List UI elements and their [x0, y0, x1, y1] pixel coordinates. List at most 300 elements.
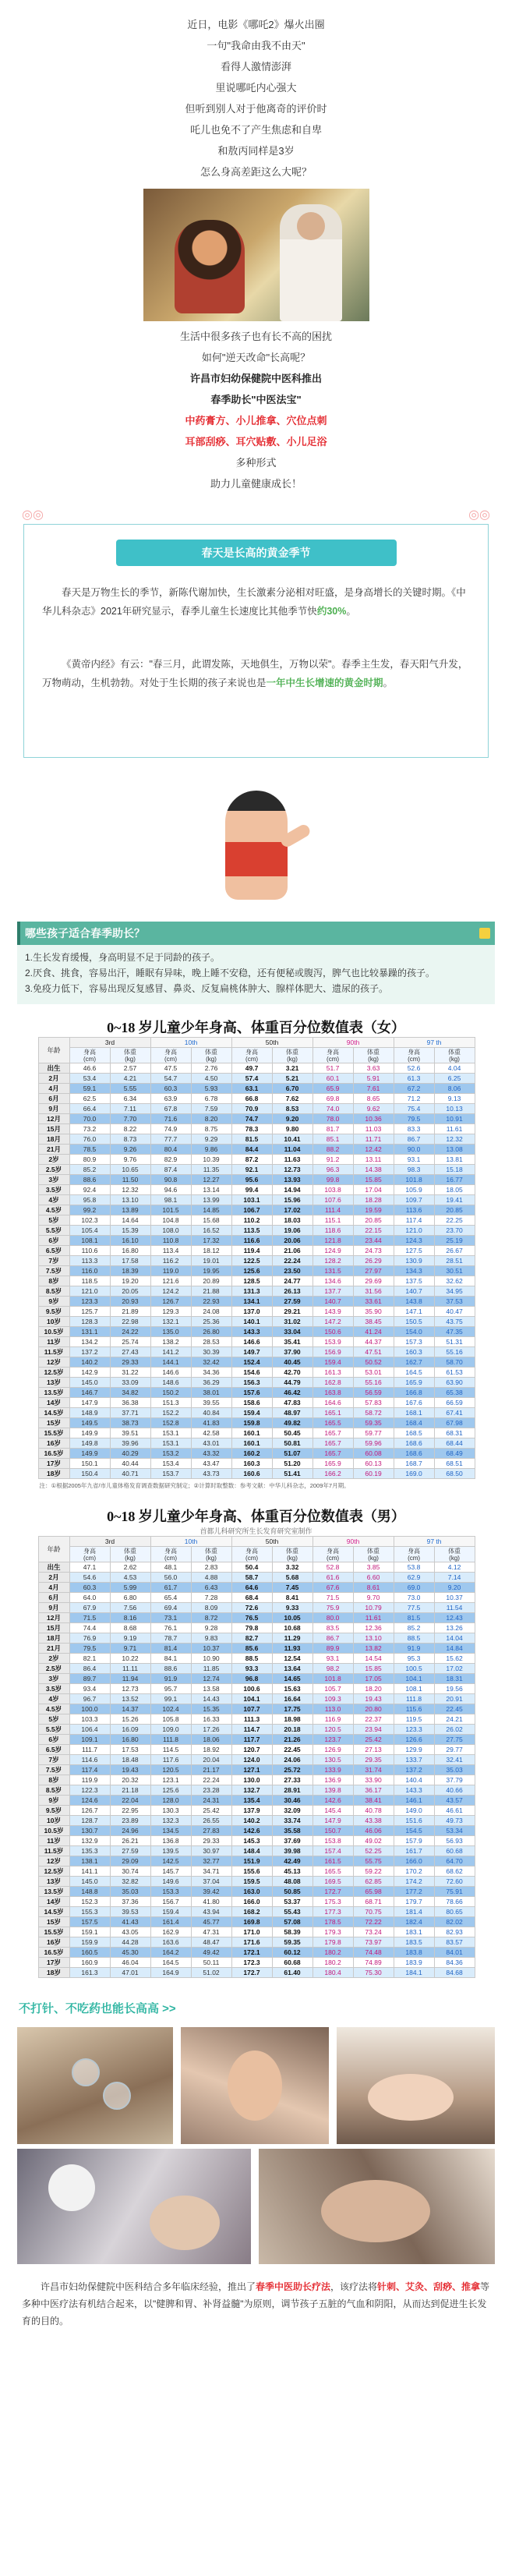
age-cell: 6月 [38, 1593, 69, 1603]
value-cell: 22.95 [110, 1806, 150, 1816]
value-cell: 81.5 [231, 1134, 272, 1145]
value-cell: 139.8 [312, 1785, 353, 1796]
table-row [38, 1704, 475, 1714]
value-cell: 146.6 [231, 1337, 272, 1347]
header-percentile: 90th [312, 1537, 394, 1547]
age-cell: 出生 [38, 1562, 69, 1573]
age-cell: 6月 [38, 1094, 69, 1104]
intro-line: 生活中很多孩子也有长不高的困扰 [179, 331, 332, 342]
value-cell: 116.6 [231, 1236, 272, 1246]
value-cell: 43.01 [191, 1438, 231, 1449]
value-cell: 52.8 [312, 1562, 353, 1573]
value-cell: 87.2 [231, 1155, 272, 1165]
age-cell: 4月 [38, 1084, 69, 1094]
value-cell: 39.96 [110, 1438, 150, 1449]
value-cell: 110.6 [69, 1246, 110, 1256]
value-cell: 109.1 [69, 1735, 110, 1745]
acupuncture-photo [337, 2027, 495, 2144]
season-paragraph [42, 583, 470, 621]
value-cell: 11.50 [110, 1175, 150, 1185]
value-cell: 86.7 [394, 1134, 434, 1145]
value-cell: 49.7 [231, 1063, 272, 1074]
value-cell: 73.97 [353, 1937, 394, 1948]
table-row [38, 1266, 475, 1276]
value-cell: 40.29 [110, 1449, 150, 1459]
value-cell: 11.61 [353, 1613, 394, 1623]
value-cell: 75.91 [434, 1887, 475, 1897]
value-cell: 41.80 [191, 1897, 231, 1907]
value-cell: 177.2 [394, 1887, 434, 1897]
value-cell: 87.4 [150, 1165, 191, 1175]
age-cell: 2岁 [38, 1654, 69, 1664]
age-cell: 4.5岁 [38, 1205, 69, 1215]
value-cell: 149.8 [69, 1438, 110, 1449]
value-cell: 183.1 [394, 1927, 434, 1937]
value-cell: 152.4 [231, 1357, 272, 1368]
value-cell: 39.51 [110, 1428, 150, 1438]
value-cell: 123.1 [150, 1775, 191, 1785]
table-row [38, 1165, 475, 1175]
value-cell: 53.37 [272, 1897, 312, 1907]
value-cell: 36.17 [353, 1785, 394, 1796]
value-cell: 86.7 [312, 1633, 353, 1644]
value-cell: 22.24 [272, 1256, 312, 1266]
table-row [38, 1907, 475, 1917]
value-cell: 16.33 [191, 1714, 231, 1725]
value-cell: 8.20 [191, 1114, 231, 1124]
value-cell: 35.41 [272, 1337, 312, 1347]
value-cell: 43.47 [191, 1459, 231, 1469]
age-cell: 2月 [38, 1573, 69, 1583]
value-cell: 27.59 [272, 1297, 312, 1307]
value-cell: 33.61 [353, 1297, 394, 1307]
value-cell: 104.1 [231, 1694, 272, 1704]
value-cell: 68.31 [434, 1428, 475, 1438]
boys-percentile-table [38, 1536, 475, 1978]
value-cell: 159.8 [231, 1418, 272, 1428]
value-cell: 93.3 [231, 1664, 272, 1674]
value-cell: 85.2 [394, 1623, 434, 1633]
table-row [38, 1155, 475, 1165]
value-cell: 137.5 [394, 1276, 434, 1286]
table-row [38, 1664, 475, 1674]
foot-bath-photo [259, 2149, 495, 2264]
season-highlight: 一年中生长增速的黄金时期 [266, 678, 383, 688]
value-cell: 12.36 [353, 1623, 394, 1633]
table-row [38, 1714, 475, 1725]
value-cell: 46.06 [353, 1826, 394, 1836]
value-cell: 65.38 [434, 1388, 475, 1398]
table-row [38, 1958, 475, 1968]
girls-table-note: 注：①根据2005年九省/市儿童体格发育调查数据研究制定；②计算时取整数：参考文献：中华儿科杂志，2009年7月期。 [39, 1482, 350, 1489]
age-cell: 4月 [38, 1583, 69, 1593]
value-cell: 151.6 [394, 1816, 434, 1826]
value-cell: 128.0 [150, 1796, 191, 1806]
nezha-cartoon-image [198, 775, 315, 908]
value-cell: 31.74 [353, 1765, 394, 1775]
value-cell: 81.4 [150, 1644, 191, 1654]
table-row [38, 1836, 475, 1846]
value-cell: 9.13 [434, 1094, 475, 1104]
value-cell: 113.3 [69, 1256, 110, 1266]
value-cell: 43.38 [353, 1816, 394, 1826]
value-cell: 148.4 [231, 1846, 272, 1856]
suitable-list [17, 945, 495, 1004]
value-cell: 8.16 [110, 1613, 150, 1623]
therapy-photos [17, 2027, 495, 2264]
value-cell: 79.5 [394, 1114, 434, 1124]
value-cell: 19.95 [191, 1266, 231, 1276]
value-cell: 12.43 [434, 1613, 475, 1623]
value-cell: 10.65 [110, 1165, 150, 1175]
therapy-list-line: 耳部刮痧、耳穴贴敷、小儿足浴 [185, 436, 327, 448]
age-cell: 9.5岁 [38, 1307, 69, 1317]
value-cell: 157.5 [69, 1917, 110, 1927]
age-cell: 11岁 [38, 1337, 69, 1347]
value-cell: 13.26 [434, 1623, 475, 1633]
value-cell: 59.1 [69, 1084, 110, 1094]
value-cell: 9.70 [353, 1593, 394, 1603]
table-row [38, 1856, 475, 1867]
value-cell: 23.28 [191, 1785, 231, 1796]
value-cell: 13.89 [110, 1205, 150, 1215]
value-cell: 124.6 [69, 1796, 110, 1806]
value-cell: 14.64 [110, 1215, 150, 1226]
value-cell: 50.85 [272, 1887, 312, 1897]
value-cell: 39.53 [110, 1907, 150, 1917]
value-cell: 75.30 [353, 1968, 394, 1978]
value-cell: 20.04 [191, 1755, 231, 1765]
age-cell: 10.5岁 [38, 1826, 69, 1836]
age-cell: 9岁 [38, 1796, 69, 1806]
table-row [38, 1084, 475, 1094]
value-cell: 51.02 [191, 1968, 231, 1978]
value-cell: 89.9 [312, 1644, 353, 1654]
value-cell: 13.10 [353, 1633, 394, 1644]
table-row [38, 1583, 475, 1593]
value-cell: 49.42 [191, 1948, 231, 1958]
value-cell: 68.51 [434, 1459, 475, 1469]
value-cell: 84.36 [434, 1958, 475, 1968]
season-text: 春天是万物生长的季节，新陈代谢加快，生长激素分泌相对旺盛，是身高增长的关键时期。《中华儿科杂志》2021年研究显示，春季儿童生长速度比其他季节快 [42, 587, 466, 617]
value-cell: 8.68 [110, 1623, 150, 1633]
value-cell: 93.4 [69, 1684, 110, 1694]
table-row [38, 1593, 475, 1603]
age-cell: 18月 [38, 1134, 69, 1145]
value-cell: 120.7 [231, 1745, 272, 1755]
value-cell: 59.35 [353, 1418, 394, 1428]
value-cell: 136.9 [312, 1775, 353, 1785]
value-cell: 100.5 [394, 1664, 434, 1674]
value-cell: 99.2 [69, 1205, 110, 1215]
value-cell: 20.89 [191, 1276, 231, 1286]
value-cell: 17.58 [110, 1256, 150, 1266]
value-cell: 42.70 [272, 1368, 312, 1378]
value-cell: 20.85 [434, 1205, 475, 1215]
value-cell: 154.6 [231, 1368, 272, 1378]
value-cell: 27.13 [353, 1745, 394, 1755]
value-cell: 34.95 [434, 1286, 475, 1297]
value-cell: 72.22 [353, 1917, 394, 1927]
value-cell: 5.21 [272, 1074, 312, 1084]
value-cell: 91.9 [150, 1674, 191, 1684]
value-cell: 124.3 [394, 1236, 434, 1246]
table-row [38, 1948, 475, 1958]
value-cell: 16.80 [110, 1735, 150, 1745]
value-cell: 145.4 [312, 1806, 353, 1816]
age-cell: 13.5岁 [38, 1887, 69, 1897]
value-cell: 108.0 [150, 1226, 191, 1236]
value-cell: 138.2 [150, 1337, 191, 1347]
value-cell: 73.24 [353, 1927, 394, 1937]
header-measure: 体重 (kg) [434, 1547, 475, 1562]
age-cell: 18岁 [38, 1968, 69, 1978]
table-row [38, 1887, 475, 1897]
value-cell: 20.93 [110, 1297, 150, 1307]
value-cell: 183.5 [394, 1937, 434, 1948]
value-cell: 100.0 [69, 1704, 110, 1714]
table-row [38, 1755, 475, 1765]
value-cell: 125.6 [150, 1785, 191, 1796]
suitable-title: 哪些孩子适合春季助长？ [25, 927, 145, 939]
table-row [38, 1286, 475, 1297]
value-cell: 113.5 [231, 1226, 272, 1236]
value-cell: 153.1 [150, 1428, 191, 1438]
value-cell: 73.1 [150, 1613, 191, 1623]
girls-percentile-table-section [38, 1017, 475, 1490]
value-cell: 34.82 [110, 1388, 150, 1398]
girls-percentile-table [38, 1037, 475, 1479]
value-cell: 108.1 [69, 1236, 110, 1246]
value-cell: 18.05 [434, 1185, 475, 1195]
value-cell: 20.80 [353, 1704, 394, 1714]
value-cell: 50.45 [272, 1428, 312, 1438]
value-cell: 75.9 [312, 1603, 353, 1613]
value-cell: 153.9 [312, 1337, 353, 1347]
value-cell: 82.9 [150, 1155, 191, 1165]
value-cell: 46.6 [69, 1063, 110, 1074]
age-cell: 13.5岁 [38, 1388, 69, 1398]
movie-still-image [143, 189, 369, 321]
header-bar [17, 922, 20, 945]
value-cell: 23.70 [434, 1226, 475, 1236]
value-cell: 22.25 [434, 1215, 475, 1226]
value-cell: 59.35 [272, 1937, 312, 1948]
value-cell: 183.8 [394, 1948, 434, 1958]
value-cell: 103.8 [312, 1185, 353, 1195]
value-cell: 48.47 [191, 1937, 231, 1948]
value-cell: 155.6 [231, 1867, 272, 1877]
value-cell: 80.65 [434, 1907, 475, 1917]
value-cell: 167.6 [394, 1398, 434, 1408]
value-cell: 40.47 [434, 1307, 475, 1317]
table-row [38, 1796, 475, 1806]
value-cell: 59.96 [353, 1438, 394, 1449]
header-measure: 体重 (kg) [191, 1547, 231, 1562]
age-cell: 4岁 [38, 1694, 69, 1704]
value-cell: 149.7 [231, 1347, 272, 1357]
value-cell: 35.58 [272, 1826, 312, 1836]
value-cell: 98.1 [150, 1195, 191, 1205]
value-cell: 62.5 [69, 1094, 110, 1104]
age-cell: 出生 [38, 1063, 69, 1074]
value-cell: 36.38 [110, 1398, 150, 1408]
value-cell: 37.79 [434, 1775, 475, 1785]
value-cell: 155.3 [69, 1907, 110, 1917]
value-cell: 140.7 [394, 1286, 434, 1297]
value-cell: 85.6 [231, 1644, 272, 1654]
age-cell: 17岁 [38, 1459, 69, 1469]
table-row [38, 1104, 475, 1114]
value-cell: 101.5 [150, 1205, 191, 1215]
value-cell: 13.08 [434, 1145, 475, 1155]
value-cell: 25.19 [434, 1236, 475, 1246]
nezha-figure [175, 220, 245, 313]
header-measure: 身高 (cm) [394, 1547, 434, 1562]
age-cell: 6岁 [38, 1735, 69, 1745]
value-cell: 117.7 [231, 1735, 272, 1745]
value-cell: 169.8 [231, 1917, 272, 1927]
value-cell: 114.6 [69, 1755, 110, 1765]
age-cell: 15.5岁 [38, 1428, 69, 1438]
value-cell: 148.9 [69, 1408, 110, 1418]
age-cell: 5岁 [38, 1215, 69, 1226]
value-cell: 146.7 [69, 1388, 110, 1398]
value-cell: 33.74 [272, 1816, 312, 1826]
value-cell: 47.83 [272, 1398, 312, 1408]
value-cell: 183.9 [394, 1958, 434, 1968]
value-cell: 43.94 [191, 1907, 231, 1917]
value-cell: 71.2 [394, 1094, 434, 1104]
value-cell: 58.39 [272, 1927, 312, 1937]
intro-line: 但听到别人对于他离奇的评价时 [185, 103, 327, 115]
value-cell: 29.77 [434, 1745, 475, 1755]
value-cell: 105.7 [312, 1684, 353, 1694]
suitable-children-section [17, 922, 495, 1004]
value-cell: 40.78 [353, 1806, 394, 1816]
value-cell: 10.22 [110, 1654, 150, 1664]
value-cell: 6.60 [353, 1573, 394, 1583]
value-cell: 106.7 [231, 1205, 272, 1215]
value-cell: 156.3 [231, 1378, 272, 1388]
age-cell: 16.5岁 [38, 1948, 69, 1958]
value-cell: 181.4 [394, 1907, 434, 1917]
value-cell: 99.1 [150, 1694, 191, 1704]
value-cell: 25.36 [191, 1317, 231, 1327]
value-cell: 118.6 [312, 1226, 353, 1236]
table-row [38, 1449, 475, 1459]
value-cell: 25.42 [353, 1735, 394, 1745]
value-cell: 152.8 [150, 1418, 191, 1428]
value-cell: 12.74 [191, 1674, 231, 1684]
age-cell: 13岁 [38, 1877, 69, 1887]
value-cell: 180.2 [312, 1958, 353, 1968]
list-item: 3.免疫力低下，容易出现反复感冒、鼻炎、反复扁桃体肿大、腺样体肥大、遗尿的孩子。 [25, 983, 389, 994]
value-cell: 8.09 [191, 1603, 231, 1613]
value-cell: 126.9 [312, 1745, 353, 1755]
value-cell: 69.0 [394, 1583, 434, 1593]
value-cell: 150.5 [394, 1317, 434, 1327]
value-cell: 53.4 [69, 1074, 110, 1084]
value-cell: 153.1 [150, 1438, 191, 1449]
value-cell: 17.32 [191, 1236, 231, 1246]
value-cell: 152.3 [69, 1897, 110, 1907]
ear-acupressure-photo [181, 2027, 329, 2144]
value-cell: 135.3 [69, 1846, 110, 1856]
value-cell: 21.89 [110, 1307, 150, 1317]
age-cell: 15月 [38, 1623, 69, 1633]
table-row [38, 1215, 475, 1226]
value-cell: 144.1 [150, 1357, 191, 1368]
value-cell: 20.06 [272, 1236, 312, 1246]
value-cell: 82.02 [434, 1917, 475, 1927]
value-cell: 150.7 [312, 1826, 353, 1836]
value-cell: 113.0 [312, 1704, 353, 1714]
value-cell: 37.90 [272, 1347, 312, 1357]
value-cell: 6.78 [191, 1094, 231, 1104]
list-item: 2.厌食、挑食，容易出汗，睡眠有异味，晚上睡不安稳，还有便秘或腹泻，脾气也比较暴躁的孩子。 [25, 968, 436, 978]
age-cell: 3.5岁 [38, 1185, 69, 1195]
value-cell: 90.8 [150, 1175, 191, 1185]
value-cell: 11.71 [353, 1134, 394, 1145]
value-cell: 38.01 [191, 1388, 231, 1398]
value-cell: 56.0 [150, 1573, 191, 1583]
value-cell: 13.52 [110, 1694, 150, 1704]
value-cell: 93.1 [312, 1654, 353, 1664]
value-cell: 159.4 [231, 1408, 272, 1418]
age-cell: 14.5岁 [38, 1907, 69, 1917]
value-cell: 127.5 [394, 1246, 434, 1256]
value-cell: 32.42 [191, 1357, 231, 1368]
therapy-list-line: 中药膏方、小儿推拿、穴位点刺 [185, 415, 327, 426]
value-cell: 136.8 [150, 1836, 191, 1846]
value-cell: 48.97 [272, 1408, 312, 1418]
value-cell: 35.03 [434, 1765, 475, 1775]
value-cell: 156.7 [150, 1897, 191, 1907]
value-cell: 4.53 [110, 1573, 150, 1583]
header-measure: 身高 (cm) [312, 1547, 353, 1562]
value-cell: 40.71 [110, 1469, 150, 1479]
value-cell: 98.3 [394, 1165, 434, 1175]
header-measure: 体重 (kg) [272, 1547, 312, 1562]
value-cell: 105.4 [69, 1226, 110, 1236]
value-cell: 100.6 [231, 1684, 272, 1694]
age-cell: 9月 [38, 1603, 69, 1613]
age-cell: 16岁 [38, 1937, 69, 1948]
value-cell: 14.04 [434, 1633, 475, 1644]
value-cell: 4.12 [434, 1562, 475, 1573]
age-cell: 4岁 [38, 1195, 69, 1205]
value-cell: 74.9 [150, 1124, 191, 1134]
value-cell: 18.12 [191, 1246, 231, 1256]
value-cell: 91.2 [312, 1155, 353, 1165]
header-measure: 身高 (cm) [150, 1048, 191, 1063]
value-cell: 16.10 [110, 1236, 150, 1246]
value-cell: 160.1 [231, 1428, 272, 1438]
value-cell: 128.2 [312, 1256, 353, 1266]
value-cell: 12.27 [191, 1175, 231, 1185]
value-cell: 67.41 [434, 1408, 475, 1418]
value-cell: 11.93 [272, 1644, 312, 1654]
season-title: 春天是长高的黄金季节 [116, 540, 397, 566]
value-cell: 42.49 [272, 1856, 312, 1867]
value-cell: 17.53 [110, 1745, 150, 1755]
value-cell: 8.41 [272, 1593, 312, 1603]
value-cell: 119.5 [394, 1714, 434, 1725]
value-cell: 33.90 [353, 1775, 394, 1785]
value-cell: 37.69 [272, 1836, 312, 1846]
value-cell: 43.32 [191, 1449, 231, 1459]
